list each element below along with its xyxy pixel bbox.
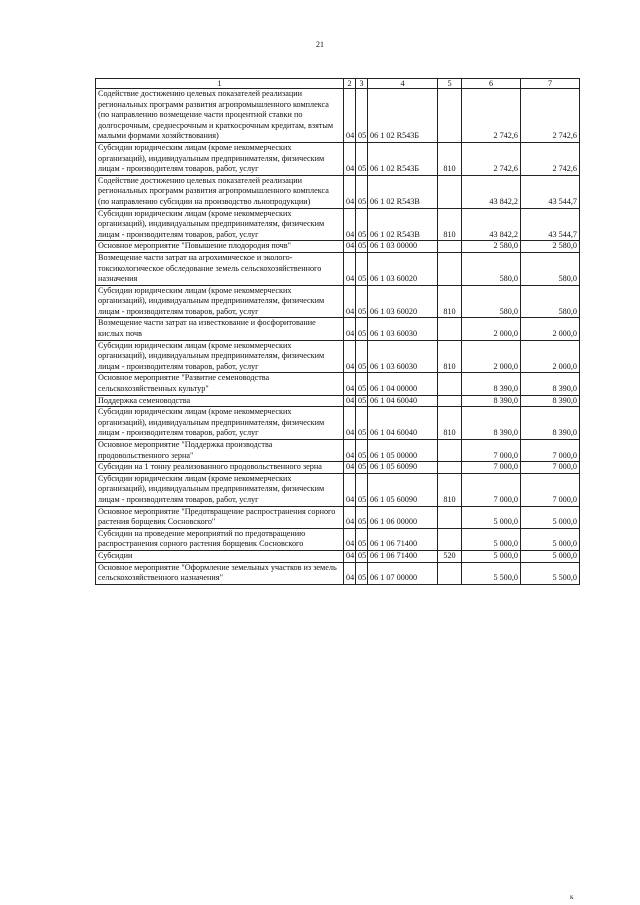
row-amount-year1: 580,0 xyxy=(462,252,521,285)
row-name: Основное мероприятие "Повышение плодородия почв" xyxy=(96,241,344,253)
row-section-code: 04 xyxy=(344,407,356,440)
row-amount-year1: 2 580,0 xyxy=(462,241,521,253)
row-expense-type: 520 xyxy=(438,550,462,562)
row-section-code: 04 xyxy=(344,528,356,550)
row-amount-year2: 5 500,0 xyxy=(521,562,580,584)
row-subsection-code: 05 xyxy=(356,340,368,373)
row-name: Основное мероприятие "Предотвращение распространения сорного растения борщевик Сосновского" xyxy=(96,506,344,528)
row-subsection-code: 05 xyxy=(356,395,368,407)
row-amount-year2: 2 580,0 xyxy=(521,241,580,253)
column-header: 6 xyxy=(462,79,521,89)
row-name: Основное мероприятие "Развитие семеноводства сельскохозяйственных культур" xyxy=(96,373,344,395)
row-amount-year2: 8 390,0 xyxy=(521,407,580,440)
table-row xyxy=(96,142,580,175)
row-section-code: 04 xyxy=(344,473,356,506)
row-section-code: 04 xyxy=(344,550,356,562)
row-expense-type xyxy=(438,89,462,143)
row-subsection-code: 05 xyxy=(356,252,368,285)
row-target-code: 06 1 03 00000 xyxy=(368,241,438,253)
row-expense-type xyxy=(438,562,462,584)
table-row xyxy=(96,252,580,285)
row-section-code: 04 xyxy=(344,440,356,462)
row-name: Субсидии юридическим лицам (кроме некоммерческих организаций), индивидуальным предпринимателям, физическим лицам - производителям товаров, работ, услуг xyxy=(96,340,344,373)
row-section-code: 04 xyxy=(344,285,356,318)
row-subsection-code: 05 xyxy=(356,285,368,318)
row-target-code: 06 1 05 00000 xyxy=(368,440,438,462)
row-expense-type xyxy=(438,395,462,407)
row-target-code: 06 1 04 60040 xyxy=(368,395,438,407)
column-header: 3 xyxy=(356,79,368,89)
row-target-code: 06 1 06 71400 xyxy=(368,528,438,550)
row-name: Субсидии юридическим лицам (кроме некоммерческих организаций), индивидуальным предпринимателям, физическим лицам - производителям товаров, работ, услуг xyxy=(96,208,344,241)
table-row xyxy=(96,340,580,373)
row-amount-year2: 7 000,0 xyxy=(521,473,580,506)
row-section-code: 04 xyxy=(344,89,356,143)
row-amount-year2: 8 390,0 xyxy=(521,373,580,395)
row-subsection-code: 05 xyxy=(356,208,368,241)
row-expense-type xyxy=(438,318,462,340)
row-amount-year1: 8 390,0 xyxy=(462,407,521,440)
row-subsection-code: 05 xyxy=(356,175,368,208)
row-subsection-code: 05 xyxy=(356,506,368,528)
row-expense-type: 810 xyxy=(438,473,462,506)
row-amount-year1: 2 000,0 xyxy=(462,318,521,340)
table-header-row xyxy=(96,79,580,89)
row-amount-year2: 43 544,7 xyxy=(521,208,580,241)
row-section-code: 04 xyxy=(344,318,356,340)
row-section-code: 04 xyxy=(344,373,356,395)
table-row xyxy=(96,473,580,506)
row-subsection-code: 05 xyxy=(356,473,368,506)
row-target-code: 06 1 05 60090 xyxy=(368,462,438,474)
table-row xyxy=(96,550,580,562)
row-amount-year1: 2 000,0 xyxy=(462,340,521,373)
row-amount-year2: 43 544,7 xyxy=(521,175,580,208)
row-subsection-code: 05 xyxy=(356,407,368,440)
row-amount-year1: 7 000,0 xyxy=(462,440,521,462)
row-section-code: 04 xyxy=(344,395,356,407)
row-subsection-code: 05 xyxy=(356,89,368,143)
row-section-code: 04 xyxy=(344,252,356,285)
table-row xyxy=(96,528,580,550)
row-amount-year2: 2 742,6 xyxy=(521,89,580,143)
row-section-code: 04 xyxy=(344,175,356,208)
row-expense-type: 810 xyxy=(438,208,462,241)
row-amount-year2: 5 000,0 xyxy=(521,506,580,528)
row-amount-year1: 8 390,0 xyxy=(462,395,521,407)
row-expense-type xyxy=(438,373,462,395)
row-subsection-code: 05 xyxy=(356,318,368,340)
row-target-code: 06 1 04 00000 xyxy=(368,373,438,395)
row-amount-year2: 580,0 xyxy=(521,252,580,285)
row-amount-year2: 5 000,0 xyxy=(521,550,580,562)
row-target-code: 06 1 03 60030 xyxy=(368,318,438,340)
row-name: Субсидии юридическим лицам (кроме некоммерческих организаций), индивидуальным предпринимателям, физическим лицам - производителям товаров, работ, услуг xyxy=(96,473,344,506)
row-target-code: 06 1 02 R543Б xyxy=(368,89,438,143)
table-row xyxy=(96,395,580,407)
row-target-code: 06 1 04 60040 xyxy=(368,407,438,440)
column-header: 5 xyxy=(438,79,462,89)
table-row xyxy=(96,506,580,528)
table-row xyxy=(96,318,580,340)
row-expense-type: 810 xyxy=(438,340,462,373)
row-expense-type xyxy=(438,440,462,462)
row-section-code: 04 xyxy=(344,562,356,584)
row-name: Поддержка семеноводства xyxy=(96,395,344,407)
row-amount-year2: 580,0 xyxy=(521,285,580,318)
row-amount-year2: 2 000,0 xyxy=(521,318,580,340)
row-name: Содействие достижению целевых показателей реализации региональных программ развития агропромышленного комплекса (по направлению возмещение части процентной ставки по долгосрочным, среднесрочным и краткосрочным кредитам, взятым малыми формами хозяйствования) xyxy=(96,89,344,143)
row-target-code: 06 1 03 60020 xyxy=(368,252,438,285)
row-section-code: 04 xyxy=(344,340,356,373)
row-amount-year1: 2 742,6 xyxy=(462,89,521,143)
row-target-code: 06 1 02 R543Б xyxy=(368,142,438,175)
row-target-code: 06 1 06 71400 xyxy=(368,550,438,562)
row-subsection-code: 05 xyxy=(356,241,368,253)
row-subsection-code: 05 xyxy=(356,142,368,175)
row-target-code: 06 1 02 R543В xyxy=(368,208,438,241)
row-subsection-code: 05 xyxy=(356,550,368,562)
column-header: 4 xyxy=(368,79,438,89)
row-amount-year1: 5 000,0 xyxy=(462,506,521,528)
row-subsection-code: 05 xyxy=(356,562,368,584)
table-row xyxy=(96,440,580,462)
budget-table xyxy=(95,78,580,585)
row-name: Содействие достижению целевых показателей реализации региональных программ развития агропромышленного комплекса (по направлению субсидии на производство льнопродукции) xyxy=(96,175,344,208)
row-subsection-code: 05 xyxy=(356,528,368,550)
column-header: 7 xyxy=(521,79,580,89)
table-row xyxy=(96,562,580,584)
row-name: Основное мероприятие "Оформление земельных участков из земель сельскохозяйственного назначения" xyxy=(96,562,344,584)
row-section-code: 04 xyxy=(344,142,356,175)
table-row xyxy=(96,175,580,208)
row-section-code: 04 xyxy=(344,462,356,474)
row-subsection-code: 05 xyxy=(356,462,368,474)
row-amount-year2: 2 742,6 xyxy=(521,142,580,175)
row-target-code: 06 1 06 00000 xyxy=(368,506,438,528)
row-expense-type xyxy=(438,241,462,253)
row-name: Субсидии на 1 тонну реализованного продовольственного зерна xyxy=(96,462,344,474)
table-row xyxy=(96,241,580,253)
column-header: 1 xyxy=(96,79,344,89)
row-expense-type xyxy=(438,175,462,208)
page-number: 21 xyxy=(316,40,324,49)
table-row xyxy=(96,89,580,143)
row-name: Возмещение части затрат на известкование и фосфоритование кислых почв xyxy=(96,318,344,340)
footer-mark: к xyxy=(570,893,574,901)
row-target-code: 06 1 03 60020 xyxy=(368,285,438,318)
row-name: Возмещение части затрат на агрохимическое и эколого-токсикологическое обследование земель сельскохозяйственного назначения xyxy=(96,252,344,285)
table-row xyxy=(96,285,580,318)
row-expense-type xyxy=(438,462,462,474)
row-amount-year2: 7 000,0 xyxy=(521,462,580,474)
row-expense-type xyxy=(438,506,462,528)
row-name: Основное мероприятие "Поддержка производства продовольственного зерна" xyxy=(96,440,344,462)
row-subsection-code: 05 xyxy=(356,373,368,395)
table-row xyxy=(96,462,580,474)
row-amount-year1: 580,0 xyxy=(462,285,521,318)
row-target-code: 06 1 07 00000 xyxy=(368,562,438,584)
row-amount-year1: 43 842,2 xyxy=(462,175,521,208)
row-target-code: 06 1 02 R543В xyxy=(368,175,438,208)
row-amount-year1: 2 742,6 xyxy=(462,142,521,175)
row-amount-year2: 5 000,0 xyxy=(521,528,580,550)
row-expense-type xyxy=(438,528,462,550)
column-header: 2 xyxy=(344,79,356,89)
row-name: Субсидии юридическим лицам (кроме некоммерческих организаций), индивидуальным предпринимателям, физическим лицам - производителям товаров, работ, услуг xyxy=(96,142,344,175)
table-row xyxy=(96,208,580,241)
row-section-code: 04 xyxy=(344,241,356,253)
row-name: Субсидии на проведение мероприятий по предотвращению распространения сорного растения борщевик Сосновского xyxy=(96,528,344,550)
row-amount-year1: 5 000,0 xyxy=(462,528,521,550)
row-expense-type xyxy=(438,252,462,285)
row-amount-year1: 7 000,0 xyxy=(462,473,521,506)
row-expense-type: 810 xyxy=(438,142,462,175)
row-target-code: 06 1 05 60090 xyxy=(368,473,438,506)
row-name: Субсидии юридическим лицам (кроме некоммерческих организаций), индивидуальным предпринимателям, физическим лицам - производителям товаров, работ, услуг xyxy=(96,407,344,440)
row-amount-year1: 8 390,0 xyxy=(462,373,521,395)
row-amount-year1: 5 500,0 xyxy=(462,562,521,584)
row-amount-year1: 43 842,2 xyxy=(462,208,521,241)
row-target-code: 06 1 03 60030 xyxy=(368,340,438,373)
row-expense-type: 810 xyxy=(438,285,462,318)
row-amount-year2: 8 390,0 xyxy=(521,395,580,407)
row-section-code: 04 xyxy=(344,506,356,528)
row-name: Субсидии юридическим лицам (кроме некоммерческих организаций), индивидуальным предпринимателям, физическим лицам - производителям товаров, работ, услуг xyxy=(96,285,344,318)
row-subsection-code: 05 xyxy=(356,440,368,462)
row-amount-year2: 2 000,0 xyxy=(521,340,580,373)
table-row xyxy=(96,373,580,395)
table-row xyxy=(96,407,580,440)
row-expense-type: 810 xyxy=(438,407,462,440)
row-amount-year1: 7 000,0 xyxy=(462,462,521,474)
row-amount-year1: 5 000,0 xyxy=(462,550,521,562)
row-amount-year2: 7 000,0 xyxy=(521,440,580,462)
row-section-code: 04 xyxy=(344,208,356,241)
row-name: Субсидии xyxy=(96,550,344,562)
